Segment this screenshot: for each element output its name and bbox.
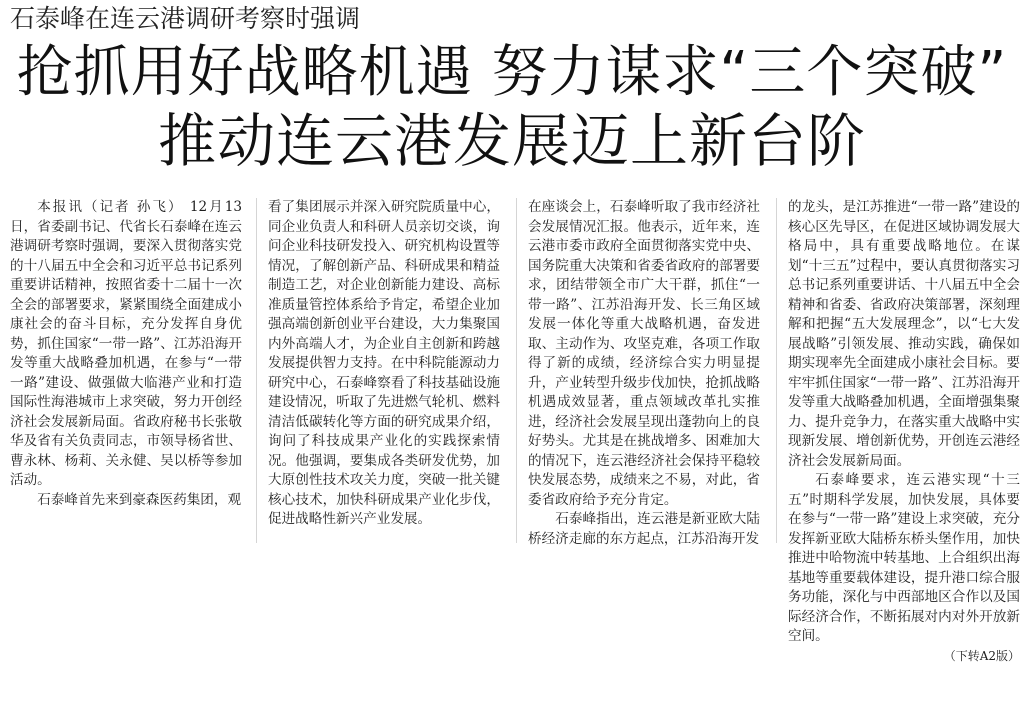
article-subhead: 石泰峰在连云港调研考察时强调 [10, 4, 361, 33]
headline-line-2: 推动连云港发展迈上新台阶 [157, 107, 866, 175]
paragraph-5: 石泰峰要求，连云港实现“十三五”时期科学发展，加快发展，具体要在参与“一带一路”建设上求突破，充分发挥新亚欧大陆桥东桥头堡作用，加快推进中哈物流中转基地、上合组织出海基地等重要载体建设，提升港口综合服务功能，深化与中西部地区合作以及国际经济合作，不断拓展对内对外开放新空间。 [788, 472, 1020, 644]
paragraph-2: 石泰峰首先来到豪森医药集团，观 [37, 491, 242, 508]
paragraph-4-continued: 的龙头，是江苏推进“一带一路”建设的核心区先导区，在促进区域协调发展大格局中，具有重要战略地位。在谋划“十三五”过程中，要认真贯彻落实习总书记系列重要讲话、十八届五中全会精神和省委、省政府决策部署，深刻理解和把握“五大发展理念”，以“七大发展战略”引领发展、推动实践，确保如期实现率先全面建成小康社会目标。要牢牢抓住国家“一带一路”、江苏沿海开发等重大战略叠加机遇，全面增强集聚力、提升竞争力，在落实重大战略中实现新发展、增创新优势，开创连云港经济社会发展新局面。 [788, 199, 1020, 469]
paragraph-1: 本报讯（记者 孙飞） 12月13日，省委副书记、代省长石泰峰在连云港调研考察时强调，要深入贯彻落实党的十八届五中全会和习近平总书记系列重要讲话精神，按照省委十二届十一次全会的部署要求，紧紧围绕全面建成小康社会的奋斗目标，充分发挥自身优势，抓住国家“一带一路”、江苏沿海开发等重大战略叠加机遇，在参与“一带一路”建设、做强做大临港产业和打造国际性海港城市上求突破，努力开创经济社会发展新局面。省政府秘书长张敬华及省有关负责同志，市领导杨省世、曹永林、杨莉、关永健、吴以桥等参加活动。 [10, 199, 242, 488]
article-column-2 [268, 198, 500, 543]
paragraph-4: 石泰峰指出，连云港是新亚欧大陆桥经济走廊的东方起点，江苏沿海开发 [528, 511, 760, 547]
continued-on-page-note: （下转A2版） [943, 648, 1020, 663]
paragraph-2-continued: 看了集团展示并深入研究院质量中心，同企业负责人和科研人员亲切交谈，询问企业科技研发投入、研究机构设置等情况，了解创新产品、科研成果和精益制造工艺，对企业创新能力建设、高标准质量管控体系给予肯定，希望企业加强高端创新创业平台建设，大力集聚国内外高端人才，为企业自主创新和跨越发展提供智力支持。在中科院能源动力研究中心，石泰峰察看了科技基础设施建设情况，听取了先进燃气轮机、燃料清洁低碳转化等方面的研究成果介绍，询问了科技成果产业化的实践探索情况。他强调，要集成各类研发优势，加大原创性技术攻关力度，突破一批关键核心技术，加快科研成果产业化步伐，促进战略性新兴产业发展。 [268, 199, 500, 527]
paragraph-3-continued: 在座谈会上，石泰峰听取了我市经济社会发展情况汇报。他表示，近年来，连云港市委市政府全面贯彻落实党中央、国务院重大决策和省委省政府的部署要求，团结带领全市广大干群，抓住“一带一路”、江苏沿海开发、长三角区域发展一体化等重大战略机遇，奋发进取、主动作为、攻坚克难，各项工作取得了新的成绩，经济综合实力明显提升，产业转型升级步伐加快，抢抓战略机遇成效显著，重点领域改革扎实推进，经济社会发展呈现出蓬勃向上的良好势头。尤其是在挑战增多、困难加大的情况下，连云港经济社会保持平稳较快发展态势，成绩来之不易，对此，省委省政府给予充分肯定。 [528, 199, 760, 508]
column-divider [256, 198, 257, 543]
headline-line-1: 抢抓用好战略机遇 努力谋求“三个突破” [16, 40, 1008, 105]
column-divider [516, 198, 517, 543]
article-column-4 [788, 198, 1020, 663]
column-divider [776, 198, 777, 543]
article-column-3 [528, 198, 760, 550]
article-column-1 [10, 198, 242, 528]
